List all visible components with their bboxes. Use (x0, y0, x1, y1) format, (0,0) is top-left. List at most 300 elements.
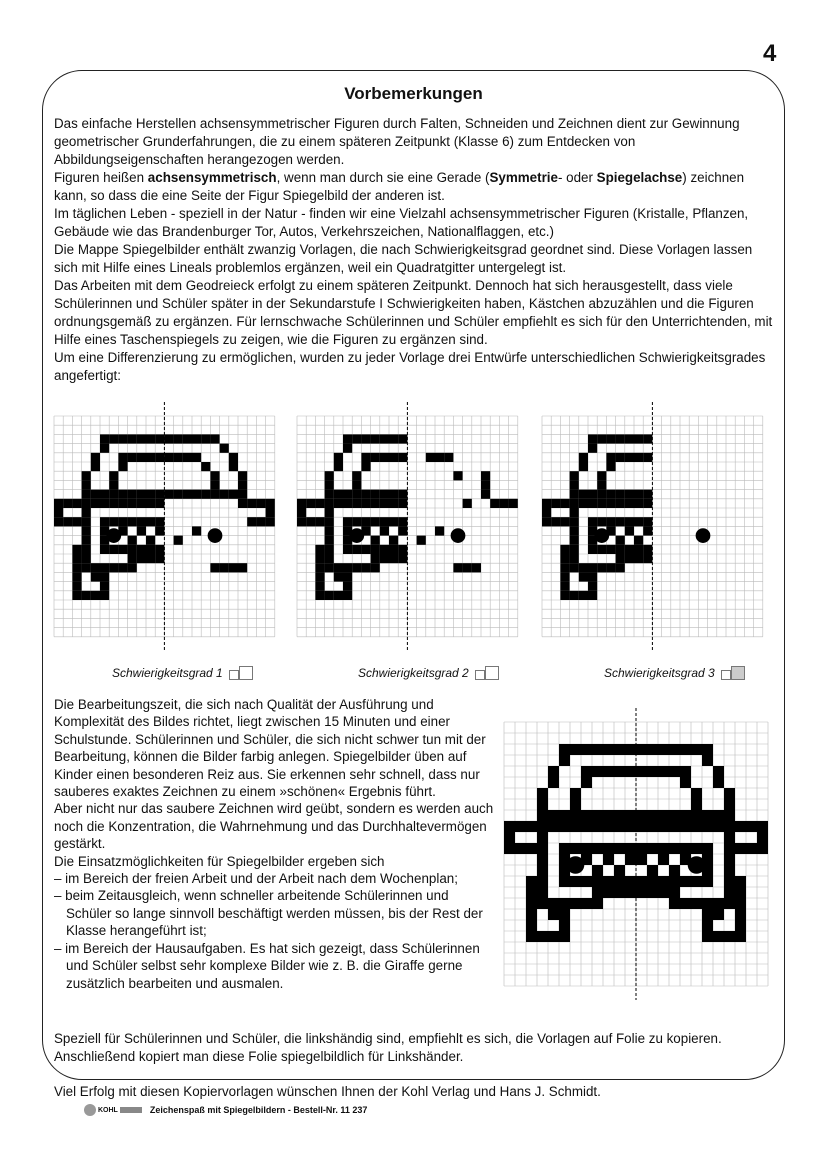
pixel-cell (588, 434, 597, 443)
pixel-cell (91, 563, 100, 572)
pixel-cell (542, 517, 551, 526)
grid-difficulty-2 (297, 416, 518, 637)
pixel-cell (238, 471, 247, 480)
pixel-cell (380, 499, 389, 508)
intro-paragraph: Um eine Differenzierung zu ermöglichen, wurden zu jeder Vorlage drei Entwürfe unterschiedlichen Schwierigkeitsgrades angefertigt: (54, 350, 766, 383)
pixel-cell (361, 490, 370, 499)
pixel-cell (570, 499, 579, 508)
difficulty-label-3 (604, 666, 745, 680)
pixel-cell (625, 434, 634, 443)
pixel-cell (579, 563, 588, 572)
pixel-cell (636, 744, 647, 755)
pixel-cell (352, 490, 361, 499)
pixel-cell (371, 545, 380, 554)
pixel-cell (579, 572, 588, 581)
intro-paragraph: Figuren heißen achsensymmetrisch, wenn man durch sie eine Gerade (Symmetrie- oder Spiegelachse) zeichnen kann, so dass die eine Seite der Figur Spiegelbild der anderen ist. (54, 170, 745, 203)
pixel-cell (325, 517, 334, 526)
pixel-cell (183, 453, 192, 462)
headlight-dot (208, 528, 223, 543)
usage-paragraph: Die Bearbeitungszeit, die sich nach Qualität der Ausführung und Komplexität des Bildes richtet, liegt zwischen 15 Minuten und einer Schulstunde. Schülerinnen und Schüler, die sich nicht schwer tun mit der Bearbeitung, können die Bilder farbig anlegen. Spiegelbilder üben auf Kinder einen besonderen Reiz aus. Sie erkennen sehr schnell, dass nur sauberes exaktes Zeichnen zu einem »schönen« Ergebnis führt. (54, 697, 486, 800)
pixel-cell (91, 572, 100, 581)
pixel-cell (658, 854, 669, 865)
pixel-cell (643, 517, 652, 526)
pixel-cell (647, 876, 658, 887)
pixel-cell (426, 453, 435, 462)
pixel-cell (537, 832, 548, 843)
pixel-cell (256, 499, 265, 508)
pixel-cell (570, 517, 579, 526)
pixel-cell (625, 766, 636, 777)
pixel-cell (643, 434, 652, 443)
pixel-cell (100, 490, 109, 499)
pixel-cell (343, 563, 352, 572)
pixel-cell (588, 582, 597, 591)
pixel-cell (636, 843, 647, 854)
pixel-cell (453, 471, 462, 480)
pixel-cell (137, 554, 146, 563)
pixel-cell (625, 876, 636, 887)
closing-line: Viel Erfolg mit diesen Kopiervorlagen wünschen Ihnen der Kohl Verlag und Hans J. Schmidt. (54, 1084, 601, 1099)
pixel-cell (82, 471, 91, 480)
pixel-cell (606, 490, 615, 499)
pixel-cell (537, 887, 548, 898)
pixel-cell (634, 490, 643, 499)
pixel-cell (118, 517, 127, 526)
pixel-cell (361, 545, 370, 554)
pixel-cell (343, 499, 352, 508)
pixel-cell (592, 821, 603, 832)
pixel-cell (579, 591, 588, 600)
pixel-cell (559, 920, 570, 931)
pixel-cell (724, 931, 735, 942)
pixel-cell (634, 453, 643, 462)
pixel-cell (192, 490, 201, 499)
pixel-cell (606, 462, 615, 471)
pixel-cell (210, 434, 219, 443)
pixel-cell (669, 887, 680, 898)
pixel-cell (713, 898, 724, 909)
pixel-cell (247, 499, 256, 508)
pixel-cell (146, 517, 155, 526)
pixel-cell (647, 810, 658, 821)
pixel-cell (606, 499, 615, 508)
pixel-cell (606, 517, 615, 526)
pixel-cell (570, 843, 581, 854)
pixel-cell (82, 591, 91, 600)
pixel-cell (146, 490, 155, 499)
pixel-cell (526, 887, 537, 898)
pixel-cell (526, 821, 537, 832)
pixel-cell (398, 434, 407, 443)
pixel-cell (625, 887, 636, 898)
pixel-cell (702, 898, 713, 909)
pixel-cell (588, 517, 597, 526)
pixel-cell (597, 545, 606, 554)
pixel-cell (417, 536, 426, 545)
pixel-cell (380, 453, 389, 462)
pixel-cell (515, 843, 526, 854)
pixel-cell (389, 536, 398, 545)
headlight-dot (451, 528, 466, 543)
pixel-cell (669, 821, 680, 832)
pixel-cell (537, 876, 548, 887)
pixel-cell (91, 591, 100, 600)
pixel-cell (380, 490, 389, 499)
pixel-cell (625, 453, 634, 462)
pixel-cell (361, 453, 370, 462)
pixel-cell (746, 843, 757, 854)
pixel-cell (724, 876, 735, 887)
pixel-cell (616, 545, 625, 554)
headlight-dot (696, 528, 711, 543)
pixel-cell (306, 499, 315, 508)
left-handed-note (54, 1030, 778, 1066)
pixel-cell (297, 508, 306, 517)
pixel-cell (597, 490, 606, 499)
pixel-cell (570, 591, 579, 600)
pixel-cell (72, 563, 81, 572)
intro-paragraph: Die Mappe Spiegelbilder enthält zwanzig Vorlagen, die nach Schwierigkeitsgrad geordnet sind. Diese Vorlagen lassen sich mit Hilfe eines Lineals problemlos ergänzen, weil ein Quadratgitter untergelegt ist. (54, 242, 753, 275)
pixel-cell (109, 545, 118, 554)
pixel-cell (526, 876, 537, 887)
pixel-cell (72, 554, 81, 563)
usage-text (54, 696, 494, 992)
pixel-cell (680, 810, 691, 821)
pixel-cell (463, 563, 472, 572)
pixel-cell (398, 499, 407, 508)
pixel-cell (201, 462, 210, 471)
pixel-cell (82, 554, 91, 563)
headlight-dot (688, 856, 706, 874)
pixel-cell (702, 920, 713, 931)
pixel-cell (128, 554, 137, 563)
pixel-cell (526, 909, 537, 920)
pixel-cell (625, 526, 634, 535)
pixel-cell (691, 821, 702, 832)
pixel-cell (155, 490, 164, 499)
footer-text: Zeichenspaß mit Spiegelbildern - Bestell-Nr. 11 237 (149, 1105, 368, 1115)
pixel-cell (724, 843, 735, 854)
grid-difficulty-1 (54, 416, 275, 637)
pixel-cell (559, 931, 570, 942)
pixel-cell (325, 545, 334, 554)
pixel-cell (713, 777, 724, 788)
pixel-cell (616, 499, 625, 508)
pixel-cell (614, 744, 625, 755)
pixel-cell (137, 453, 146, 462)
pixel-cell (735, 821, 746, 832)
pixel-cell (614, 821, 625, 832)
pixel-cell (325, 499, 334, 508)
pixel-cell (548, 909, 559, 920)
pixel-cell (559, 821, 570, 832)
difficulty-box-icon (229, 666, 253, 680)
pixel-cell (72, 499, 81, 508)
pixel-cell (82, 508, 91, 517)
pixel-cell (537, 854, 548, 865)
usage-paragraph: – beim Zeitausgleich, wenn schneller arbeitende Schülerinnen und Schüler so lange sinnvoll beschäftigt werden müssen, bis der Rest der Klasse herangeführt ist; (54, 888, 483, 939)
pixel-cell (636, 766, 647, 777)
pixel-cell (155, 554, 164, 563)
pixel-cell (118, 545, 127, 554)
pixel-cell (481, 490, 490, 499)
pixel-cell (597, 563, 606, 572)
pixel-cell (481, 480, 490, 489)
pixel-cell (616, 434, 625, 443)
pixel-cell (229, 563, 238, 572)
pixel-cell (82, 545, 91, 554)
pixel-cell (334, 499, 343, 508)
pixel-cell (603, 744, 614, 755)
pixel-cell (220, 444, 229, 453)
pixel-cell (581, 744, 592, 755)
pixel-cell (616, 490, 625, 499)
pixel-cell (100, 517, 109, 526)
pixel-cell (72, 545, 81, 554)
pixel-cell (361, 462, 370, 471)
pixel-cell (606, 434, 615, 443)
pixel-cell (603, 810, 614, 821)
pixel-cell (306, 517, 315, 526)
pixel-cell (352, 480, 361, 489)
pixel-cell (155, 526, 164, 535)
page-number: 4 (763, 40, 777, 67)
pixel-cell (389, 545, 398, 554)
pixel-cell (325, 480, 334, 489)
pixel-cell (389, 554, 398, 563)
pixel-cell (691, 799, 702, 810)
pixel-cell (570, 545, 579, 554)
pixel-cell (371, 563, 380, 572)
pixel-cell (702, 843, 713, 854)
pixel-cell (713, 909, 724, 920)
pixel-cell (636, 854, 647, 865)
pixel-cell (643, 490, 652, 499)
pixel-cell (334, 591, 343, 600)
pixel-cell (109, 490, 118, 499)
pixel-cell (398, 490, 407, 499)
pixel-cell (229, 453, 238, 462)
pixel-cell (220, 563, 229, 572)
pixel-cell (713, 810, 724, 821)
pixel-cell (735, 909, 746, 920)
pixel-cell (757, 832, 768, 843)
usage-paragraph: Die Einsatzmöglichkeiten für Spiegelbilder ergeben sich (54, 853, 385, 869)
pixel-cell (658, 766, 669, 777)
pixel-cell (559, 898, 570, 909)
pixel-cell (109, 480, 118, 489)
pixel-cell (325, 471, 334, 480)
pixel-cell (315, 582, 324, 591)
pixel-cell (325, 536, 334, 545)
pixel-cell (735, 843, 746, 854)
pixel-cell (398, 526, 407, 535)
pixel-cell (537, 810, 548, 821)
intro-text (54, 115, 778, 385)
pixel-cell (453, 563, 462, 572)
pixel-cell (210, 490, 219, 499)
pixel-cell (592, 887, 603, 898)
pixel-cell (634, 545, 643, 554)
difficulty-text: Schwierigkeitsgrad 3 (604, 666, 715, 680)
pixel-cell (542, 508, 551, 517)
pixel-cell (315, 499, 324, 508)
pixel-cell (560, 499, 569, 508)
pixel-cell (658, 887, 669, 898)
pixel-cell (616, 554, 625, 563)
intro-paragraph: Das einfache Herstellen achsensymmetrischer Figuren durch Falten, Schneiden und Zeichnen dient zur Gewinnung geometrischer Grunderfahrungen, die zu einem späteren Zeitpunkt (Klasse 6) zum Entdecken von Abbildungseigenschaften herangezogen werden. (54, 116, 740, 167)
pixel-cell (647, 887, 658, 898)
pixel-cell (118, 453, 127, 462)
pixel-cell (548, 777, 559, 788)
pixel-cell (625, 821, 636, 832)
pixel-cell (702, 821, 713, 832)
pixel-cell (724, 854, 735, 865)
pixel-cell (380, 517, 389, 526)
pixel-cell (343, 444, 352, 453)
pixel-cell (334, 453, 343, 462)
pixel-cell (398, 453, 407, 462)
pixel-cell (537, 865, 548, 876)
pixel-cell (82, 517, 91, 526)
pixel-cell (537, 799, 548, 810)
pixel-cell (658, 821, 669, 832)
pixel-cell (174, 536, 183, 545)
pixel-cell (155, 517, 164, 526)
pixel-cell (643, 453, 652, 462)
pixel-cell (146, 499, 155, 508)
pixel-cell (669, 865, 680, 876)
pixel-cell (548, 766, 559, 777)
pixel-cell (266, 499, 275, 508)
difficulty-label-1 (112, 666, 253, 680)
pixel-cell (192, 526, 201, 535)
pixel-cell (128, 517, 137, 526)
pixel-cell (146, 554, 155, 563)
headlight-dot (594, 528, 609, 543)
pixel-cell (91, 453, 100, 462)
pixel-cell (343, 490, 352, 499)
pixel-cell (643, 499, 652, 508)
pixel-cell (371, 517, 380, 526)
pixel-cell (724, 887, 735, 898)
pixel-cell (560, 554, 569, 563)
pixel-cell (559, 755, 570, 766)
pixel-cell (636, 810, 647, 821)
pixel-cell (109, 563, 118, 572)
pixel-cell (669, 898, 680, 909)
pixel-cell (735, 898, 746, 909)
pixel-cell (735, 931, 746, 942)
pixel-cell (702, 931, 713, 942)
pixel-cell (658, 744, 669, 755)
pixel-cell (746, 821, 757, 832)
pixel-cell (669, 843, 680, 854)
pixel-cell (634, 517, 643, 526)
pixel-cell (109, 471, 118, 480)
pixel-cell (361, 499, 370, 508)
headlight-dot (349, 528, 364, 543)
pixel-cell (680, 876, 691, 887)
headlight-dot (106, 528, 121, 543)
pixel-cell (352, 517, 361, 526)
pixel-cell (371, 536, 380, 545)
pixel-cell (82, 499, 91, 508)
pixel-cell (325, 554, 334, 563)
pixel-cell (592, 843, 603, 854)
pixel-cell (100, 572, 109, 581)
pixel-cell (229, 490, 238, 499)
pixel-cell (614, 766, 625, 777)
pixel-cell (238, 499, 247, 508)
usage-paragraph: – im Bereich der freien Arbeit und der Arbeit nach dem Wochenplan; (54, 871, 458, 887)
pixel-cell (389, 499, 398, 508)
pixel-cell (371, 554, 380, 563)
pixel-cell (504, 821, 515, 832)
pixel-cell (625, 545, 634, 554)
pixel-cell (100, 444, 109, 453)
pixel-cell (680, 898, 691, 909)
pixel-cell (210, 480, 219, 489)
pixel-cell (647, 843, 658, 854)
pixel-cell (724, 832, 735, 843)
pixel-cell (315, 545, 324, 554)
pixel-cell (579, 499, 588, 508)
pixel-cell (702, 810, 713, 821)
pixel-cell (625, 490, 634, 499)
pixel-cell (183, 434, 192, 443)
pixel-cell (118, 462, 127, 471)
pixel-cell (724, 810, 735, 821)
pixel-cell (128, 434, 137, 443)
pixel-cell (256, 517, 265, 526)
pixel-cell (616, 563, 625, 572)
pixel-cell (146, 453, 155, 462)
pixel-cell (570, 480, 579, 489)
pixel-cell (54, 517, 63, 526)
pixel-cell (509, 499, 518, 508)
pixel-cell (389, 453, 398, 462)
pixel-cell (636, 876, 647, 887)
pixel-cell (371, 453, 380, 462)
pixel-cell (380, 526, 389, 535)
pixel-cell (128, 545, 137, 554)
pixel-cell (570, 471, 579, 480)
pixel-cell (603, 766, 614, 777)
pixel-cell (603, 854, 614, 865)
pixel-cell (614, 810, 625, 821)
pixel-cell (647, 865, 658, 876)
pixel-cell (118, 490, 127, 499)
pixel-cell (625, 499, 634, 508)
pixel-cell (570, 821, 581, 832)
pixel-cell (164, 453, 173, 462)
difficulty-text: Schwierigkeitsgrad 1 (112, 666, 223, 680)
pixel-cell (315, 572, 324, 581)
pixel-cell (592, 744, 603, 755)
pixel-cell (537, 931, 548, 942)
pixel-cell (606, 545, 615, 554)
pixel-cell (398, 517, 407, 526)
pixel-cell (680, 777, 691, 788)
pixel-cell (72, 572, 81, 581)
pixel-cell (435, 526, 444, 535)
pixel-cell (636, 887, 647, 898)
pixel-cell (548, 821, 559, 832)
pixel-cell (691, 788, 702, 799)
pixel-cell (614, 843, 625, 854)
pixel-cell (155, 453, 164, 462)
